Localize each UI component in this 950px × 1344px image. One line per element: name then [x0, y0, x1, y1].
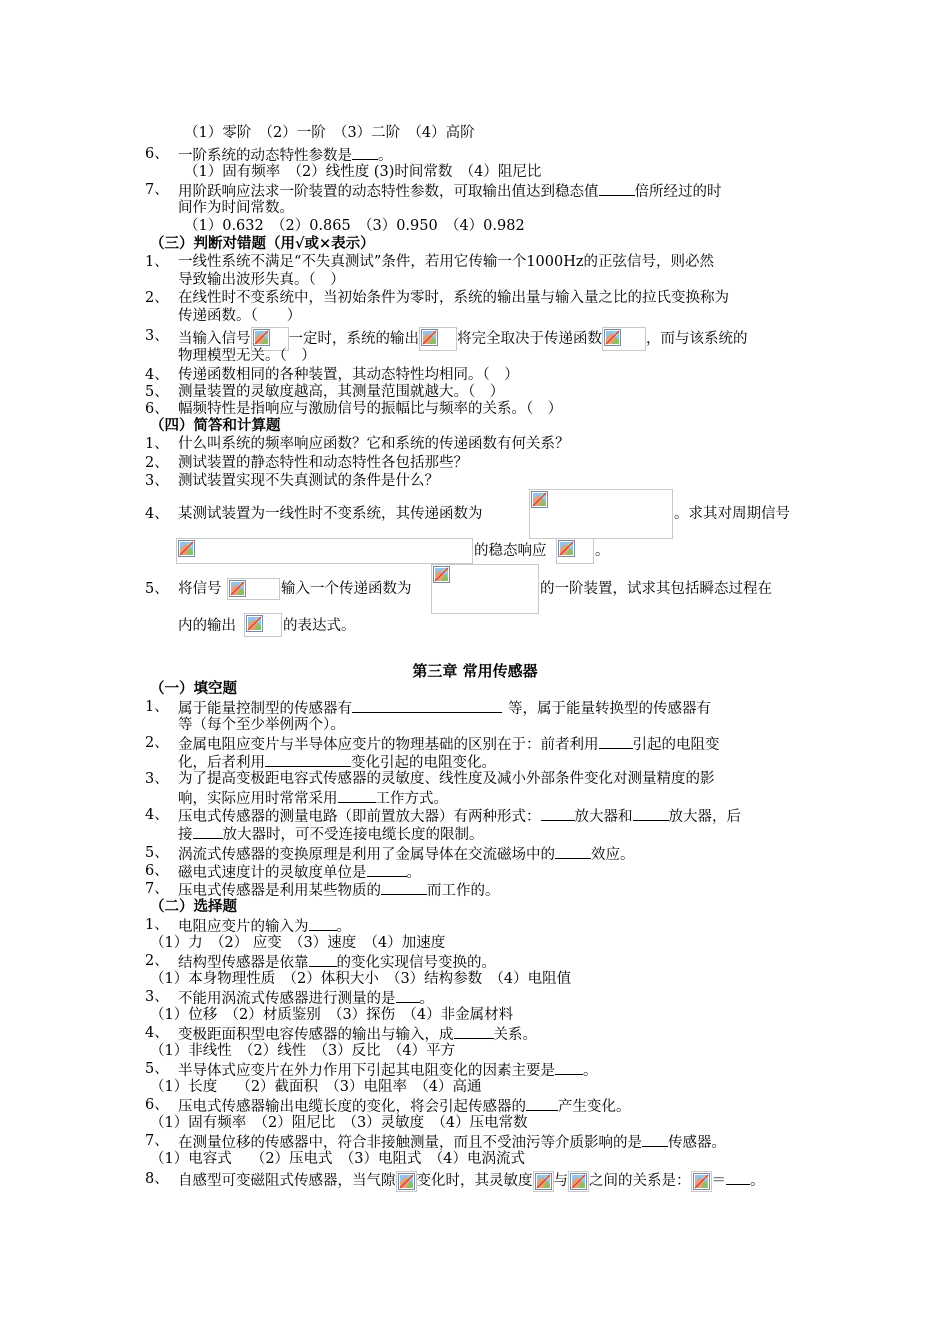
answer-blank[interactable]	[555, 1060, 583, 1075]
s3-options: （1）位移 （2）材质鉴别 （3）探伤 （4）非金属材料	[150, 1007, 514, 1023]
c2-number: 2、	[145, 455, 169, 471]
c1-number: 1、	[145, 436, 169, 452]
c5-text-e: 的表达式。	[283, 618, 356, 634]
q7-options: （1）0.632 （2）0.865 （3）0.950 （4）0.982	[184, 218, 525, 234]
j6-number: 6、	[145, 401, 169, 417]
f2-text-d: 变化引起的电阻变化。	[351, 755, 496, 771]
c5-text-a: 将信号	[178, 581, 222, 597]
c4-text-d: 。	[595, 543, 610, 559]
j1-number: 1、	[145, 254, 169, 270]
answer-blank[interactable]	[265, 752, 351, 767]
answer-blank[interactable]	[193, 824, 223, 839]
q7-text-end: 倍所经过的时	[634, 184, 722, 200]
s6-text-a: 压电式传感器输出电缆长度的变化，将会引起传感器的	[178, 1099, 526, 1115]
s5-options: （1）长度 （2）截面积 （3）电阻率 （4）高通	[150, 1079, 482, 1095]
s4-text-b: 关系。	[493, 1027, 537, 1043]
chapter-title: 第三章 常用传感器	[412, 662, 538, 680]
s8-text-d: 之间的关系是：	[589, 1173, 691, 1189]
j3-text-b: 一定时，系统的输出	[288, 331, 419, 347]
f5-text-a: 涡流式传感器的变换原理是利用了金属导体在交流磁场中的	[178, 847, 555, 863]
c5-text-d: 内的输出	[178, 618, 236, 634]
c4-text-c: 的稳态响应	[474, 543, 547, 559]
f7-text-b: 而工作的。	[427, 883, 500, 899]
formula-image-icon	[176, 538, 473, 564]
f2-number: 2、	[145, 735, 169, 751]
s5-text-b: 。	[583, 1063, 598, 1079]
s4-options: （1）非线性 （2）线性 （3）反比 （4）平方	[150, 1043, 456, 1059]
f2-line2	[178, 752, 496, 772]
s7-text-a: 在测量位移的传感器中，符合非接触测量，而且不受油污等介质影响的是	[178, 1135, 642, 1151]
s2-text-a: 结构型传感器是依靠	[178, 955, 309, 971]
formula-image-icon	[533, 1171, 554, 1192]
answer-blank[interactable]	[541, 806, 575, 821]
answer-blank[interactable]	[309, 952, 337, 967]
section-fill-blank: （一）填空题	[150, 680, 237, 697]
answer-blank[interactable]	[599, 734, 633, 749]
answer-blank[interactable]	[526, 1096, 558, 1111]
c3-number: 3、	[145, 473, 169, 489]
f6-number: 6、	[145, 863, 169, 879]
s2-text-b: 的变化实现信号变换的。	[336, 955, 496, 971]
s8-number: 8、	[145, 1171, 169, 1187]
section-judgement: （三）判断对错题（用√或×表示）	[150, 235, 375, 252]
answer-blank[interactable]	[599, 181, 635, 196]
j5-text: 测量装置的灵敏度越高，其测量范围就越大。（ ）	[178, 384, 505, 400]
f4-number: 4、	[145, 807, 169, 823]
c4-number: 4、	[145, 506, 169, 522]
f1-text-a: 属于能量控制型的传感器有	[178, 701, 352, 717]
s3-text-a: 不能用涡流式传感器进行测量的是	[178, 991, 396, 1007]
f5-number: 5、	[145, 845, 169, 861]
s7-number: 7、	[145, 1133, 169, 1149]
q6-number: 6、	[145, 146, 169, 162]
answer-blank[interactable]	[454, 1024, 494, 1039]
f4-line2	[178, 824, 484, 844]
f6-text-b: 。	[406, 865, 421, 881]
f1-text-b: 等，属于能量转换型的传感器有	[508, 701, 711, 717]
formula-image-icon	[431, 564, 539, 614]
j4-text: 传递函数相同的各种装置，其动态特性均相同。（ ）	[178, 367, 519, 383]
j3-number: 3、	[145, 328, 169, 344]
s1-text-a: 电阻应变片的输入为	[178, 919, 309, 935]
formula-image-icon	[396, 1171, 417, 1192]
answer-blank[interactable]	[367, 862, 407, 877]
formula-image-icon	[691, 1171, 712, 1192]
f4-text-d: 接	[178, 827, 193, 843]
c2-text: 测试装置的静态特性和动态特性各包括那些？	[178, 455, 468, 471]
f3-text-a: 响，实际应用时常常采用	[178, 791, 338, 807]
f7-text-a: 压电式传感器是利用某些物质的	[178, 883, 381, 899]
s8-text-b: 变化时，其灵敏度	[416, 1173, 533, 1189]
j3-text-a: 当输入信号	[178, 331, 251, 347]
s8-text-a: 自感型可变磁阻式传感器，当气隙	[178, 1173, 396, 1189]
j3-text-d: ，而与该系统的	[646, 331, 748, 347]
j6-text: 幅频特性是指响应与激励信号的振幅比与频率的关系。（ ）	[178, 401, 563, 417]
s4-number: 4、	[145, 1025, 169, 1041]
f1-line2: 等（每个至少举例两个）。	[178, 717, 345, 733]
s1-options: （1）力 （2） 应变 （3）速度 （4）加速度	[150, 935, 446, 951]
s8-text-e: ＝	[711, 1173, 726, 1189]
c5-text-b: 输入一个传递函数为	[281, 581, 412, 597]
s7-options: （1）电容式 （2）压电式 （3）电阻式 （4）电涡流式	[150, 1151, 526, 1167]
q7-number: 7、	[145, 182, 169, 198]
formula-image-icon	[529, 489, 673, 539]
f2-text-a: 金属电阻应变片与半导体应变片的物理基础的区别在于：前者利用	[178, 737, 599, 753]
s3-number: 3、	[145, 989, 169, 1005]
f3-text-b: 工作方式。	[375, 791, 448, 807]
j4-number: 4、	[145, 367, 169, 383]
s6-options: （1）固有频率 （2）阻尼比 （3）灵敏度 （4）压电常数	[150, 1115, 528, 1131]
j2-text: 在线性时不变系统中，当初始条件为零时，系统的输出量与输入量之比的拉氏变换称为	[178, 290, 729, 306]
answer-blank[interactable]	[352, 698, 502, 713]
answer-blank[interactable]	[352, 145, 378, 160]
q6-options: （1）固有频率 （2）线性度 (3)时间常数 （4）阻尼比	[184, 164, 542, 180]
c3-text: 测试装置实现不失真测试的条件是什么？	[178, 473, 439, 489]
j2-line2: 传递函数。（ ）	[178, 308, 302, 324]
answer-blank[interactable]	[726, 1170, 750, 1185]
formula-image-icon	[419, 327, 457, 351]
j1-line2: 导致输出波形失真。（ ）	[178, 272, 345, 288]
s1-text-b: 。	[336, 919, 351, 935]
s3-text-b: 。	[419, 991, 434, 1007]
s8-text-c: 与	[553, 1173, 568, 1189]
q6-end: 。	[378, 148, 393, 164]
formula-image-icon	[227, 578, 280, 600]
q6-text: 一阶系统的动态特性参数是	[178, 148, 352, 164]
f3-text: 为了提高变极距电容式传感器的灵敏度、线性度及减小外部条件变化对测量精度的影	[178, 771, 715, 787]
s2-number: 2、	[145, 953, 169, 969]
formula-image-icon	[244, 613, 282, 637]
s6-text-b: 产生变化。	[558, 1099, 631, 1115]
answer-blank[interactable]	[381, 880, 427, 895]
answer-blank[interactable]	[642, 1132, 668, 1147]
f4-text-c: 放大器，后	[668, 809, 741, 825]
s6-number: 6、	[145, 1097, 169, 1113]
f4-text-a: 压电式传感器的测量电路（即前置放大器）有两种形式：	[178, 809, 541, 825]
s5-number: 5、	[145, 1061, 169, 1077]
f6-text-a: 磁电式速度计的灵敏度单位是	[178, 865, 367, 881]
s5-text-a: 半导体式应变片在外力作用下引起其电阻变化的因素主要是	[178, 1063, 555, 1079]
s8-text-f: 。	[750, 1173, 765, 1189]
s1-number: 1、	[145, 917, 169, 933]
q5-options: （1）零阶 （2）一阶 （3）二阶 （4）高阶	[184, 125, 475, 141]
j1-text: 一线性系统不满足“不失真测试”条件，若用它传输一个1000Hz的正弦信号，则必然	[178, 254, 715, 270]
formula-image-icon	[568, 1171, 589, 1192]
formula-image-icon	[602, 327, 646, 351]
answer-blank[interactable]	[555, 844, 591, 859]
f2-text-b: 引起的电阻变	[632, 737, 720, 753]
j3-text-c: 将完全取决于传递函数	[457, 331, 602, 347]
c4-text-a: 某测试装置为一线性时不变系统，其传递函数为	[178, 506, 483, 522]
section-choice: （二）选择题	[150, 898, 237, 915]
section-short-answer: （四）简答和计算题	[150, 417, 281, 434]
c5-number: 5、	[145, 581, 169, 597]
f3-line2	[178, 788, 448, 808]
s2-options: （1）本身物理性质 （2）体积大小 （3）结构参数 （4）电阻值	[150, 971, 572, 987]
f1-number: 1、	[145, 699, 169, 715]
f5-text-b: 效应。	[591, 847, 635, 863]
s7-text-b: 传感器。	[668, 1135, 726, 1151]
s4-text-a: 变极距面积型电容传感器的输出与输入，成	[178, 1027, 454, 1043]
q7-text: 用阶跃响应法求一阶装置的动态特性参数，可取输出值达到稳态值	[178, 184, 599, 200]
f7-number: 7、	[145, 881, 169, 897]
formula-image-icon	[556, 538, 594, 564]
c5-text-c: 的一阶装置，试求其包括瞬态过程在	[540, 581, 772, 597]
c4-text-b: 。求其对周期信号	[674, 506, 790, 522]
q7-line2: 间作为时间常数。	[178, 200, 294, 216]
answer-blank[interactable]	[338, 788, 376, 803]
j2-number: 2、	[145, 290, 169, 306]
f2-text-c: 化，后者利用	[178, 755, 265, 771]
j5-number: 5、	[145, 384, 169, 400]
f4-text-b: 放大器和	[574, 809, 633, 825]
answer-blank[interactable]	[633, 806, 669, 821]
f3-number: 3、	[145, 771, 169, 787]
c1-text: 什么叫系统的频率响应函数？它和系统的传递函数有何关系？	[178, 436, 570, 452]
j3-line2: 物理模型无关。（ ）	[178, 348, 316, 364]
f4-text-e: 放大器时，可不受连接电缆长度的限制。	[222, 827, 484, 843]
answer-blank[interactable]	[309, 916, 337, 931]
answer-blank[interactable]	[396, 988, 420, 1003]
